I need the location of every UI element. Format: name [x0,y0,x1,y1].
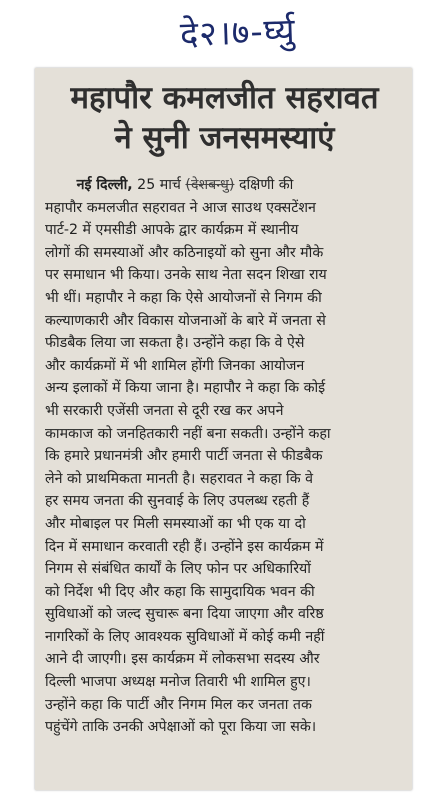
article-line: भी सरकारी एजेंसी जनता से दूरी रख कर अपने [45,402,284,419]
article-line: फीडबैक लिया जा सकता है। उन्होंने कहा कि वे ऐसे [45,335,305,352]
article-line: और कार्यक्रमों में भी शामिल होंगी जिनका आयोजन [45,357,305,374]
headline-line-2: ने सुनी जनसमस्याएं [114,120,335,156]
headline-line-1: महापौर कमलजीत सहरावत [70,80,379,116]
article-line: दिन में समाधान करवाती रही हैं। उन्होंने इस कार्यक्रम में [45,538,324,555]
article-line: हर समय जनता की सुनवाई के लिए उपलब्ध रहती हैं [45,493,310,510]
struck-source: (देशबन्धु) [185,177,235,193]
article-line: कल्याणकारी और विकास योजनाओं के बारे में जनता से [45,312,326,329]
article-first-line [45,174,404,197]
article-line: और मोबाइल पर मिली समस्याओं का भी एक या दो [45,515,306,532]
article-line: को निर्देश भी दिए और कहा कि सामुदायिक भवन की [45,583,315,600]
article-line: आने दी जाएगी। इस कार्यक्रम में लोकसभा सदस्य और [45,651,320,668]
article-line: दिल्ली भाजपा अध्यक्ष मनोज तिवारी भी शामिल हुए। [45,674,311,691]
article-line: नागरिकों के लिए आवश्यक सुविधाओं में कोई कमी नहीं [45,628,325,645]
article-line: कामकाज को जनहितकारी नहीं बना सकती। उन्होंने कहा [45,425,331,442]
article-line: लोगों की समस्याओं और कठिनाइयों को सुना और मौके [45,244,324,261]
article-line: पार्ट-2 में एमसीडी आपके द्वार कार्यक्रम में स्थानीय [45,222,299,239]
article-line: उन्होंने कहा कि पार्टी और निगम मिल कर जनता तक [45,696,312,713]
article-line: महापौर कमलजीत सहरावत ने आज साउथ एक्सटेंशन [45,199,316,216]
newspaper-clipping [35,68,412,790]
handwritten-note: दे२।७-र्घ्यु [179,10,297,56]
article-line: सुविधाओं को जल्द सुचारू बना दिया जाएगा और वरिष्ठ [45,606,324,623]
article-line: निगम से संबंधित कार्यों के लिए फोन पर अधिकारियों [45,561,311,578]
article-line: भी थीं। महापौर ने कहा कि ऐसे आयोजनों से निगम की [45,289,322,306]
article-body [45,174,404,739]
headline [45,78,404,158]
article-line: लेने को प्राथमिकता मानती है। सहरावत ने कहा कि वे [45,470,314,487]
first-line-tail: दक्षिणी की [234,177,294,193]
article-line: पहुंचेंगे ताकि उनकी अपेक्षाओं को पूरा किया जा सके। [45,719,317,736]
article-line: पर समाधान भी किया। उनके साथ नेता सदन शिखा राय [45,267,327,284]
article-lines [45,197,404,739]
date-text: 25 मार्च [132,177,186,193]
article-line: कि हमारे प्रधानमंत्री और हमारी पार्टी जनता से फीडबैक [45,448,323,465]
article-line: अन्य इलाकों में किया जाना है। महापौर ने कहा कि कोई [45,380,326,397]
dateline: नई दिल्ली, [76,177,133,193]
